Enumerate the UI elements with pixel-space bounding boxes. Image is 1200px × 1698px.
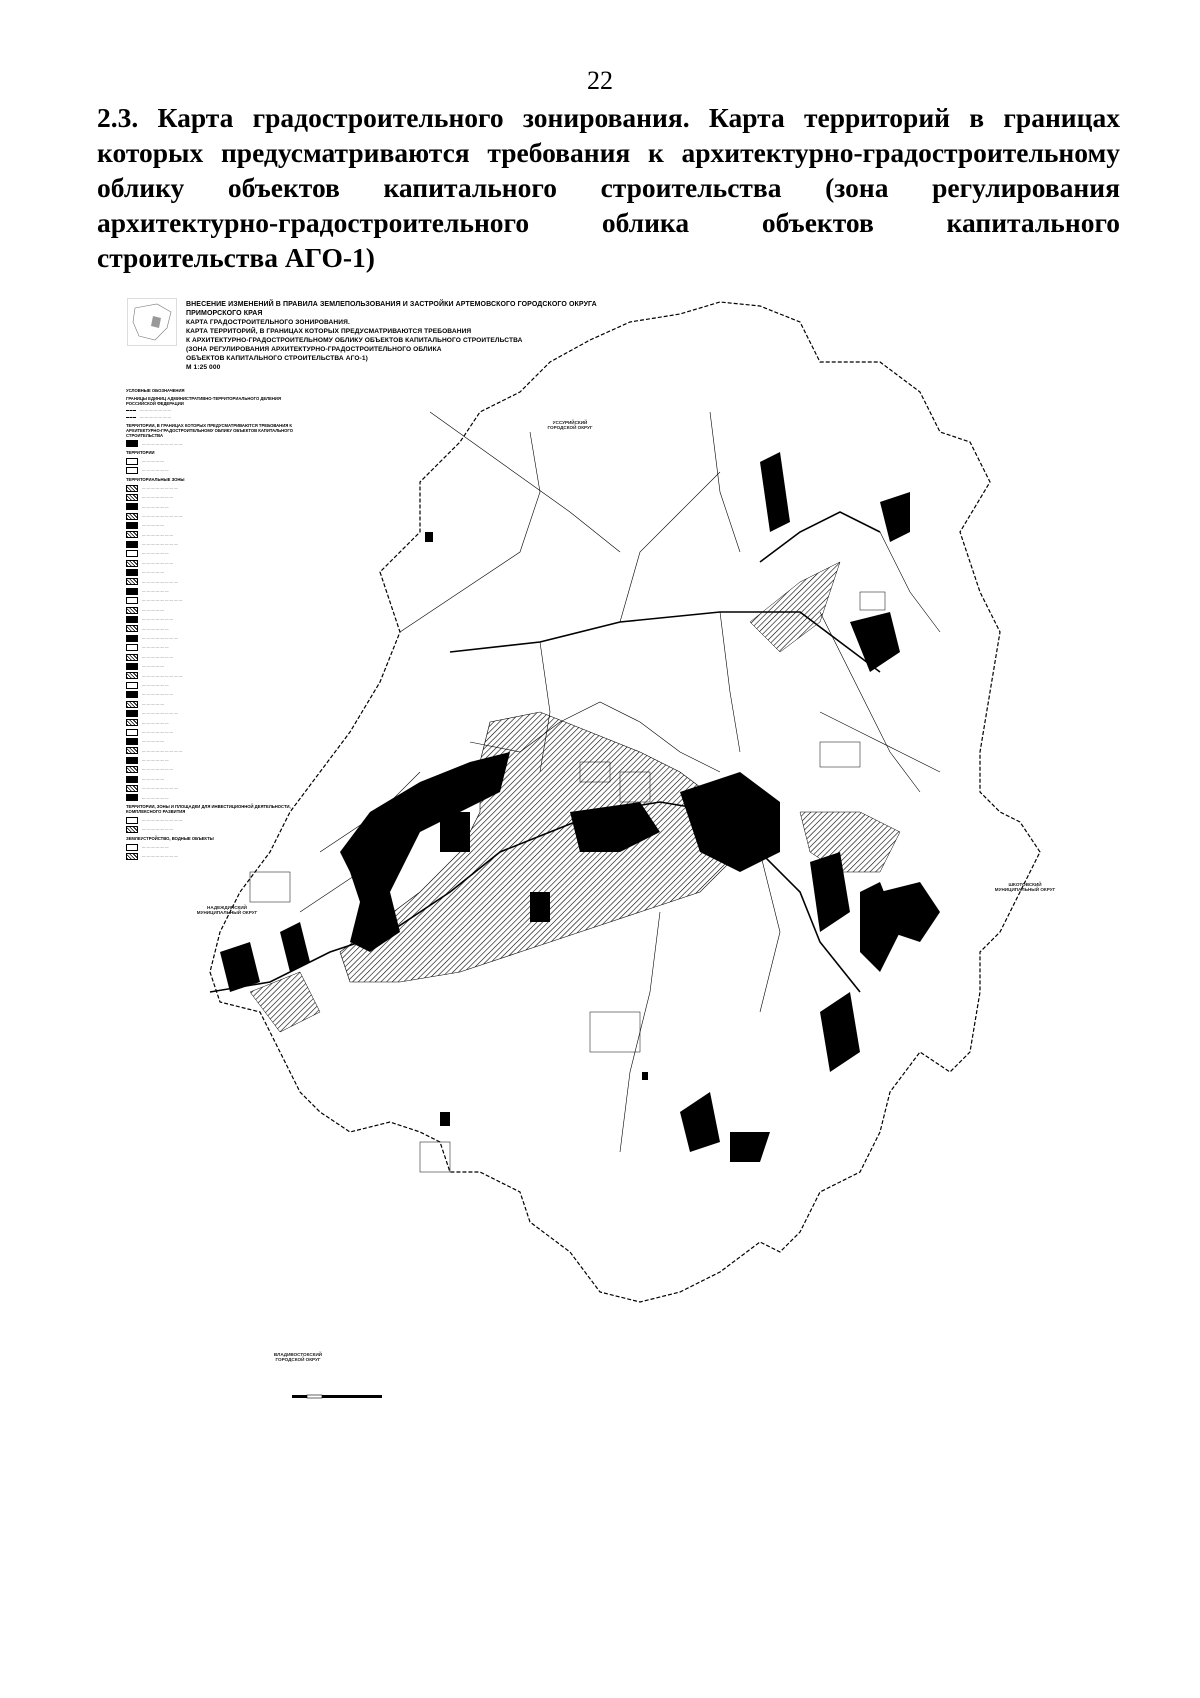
legend-swatch	[126, 458, 138, 465]
dark-zone	[642, 1072, 648, 1080]
legend-swatch	[126, 654, 138, 661]
dark-zone	[440, 1112, 450, 1126]
legend-swatch	[126, 625, 138, 632]
legend-swatch	[126, 853, 138, 860]
legend-swatch	[126, 644, 138, 651]
map-subtitle-line: (ЗОНА РЕГУЛИРОВАНИЯ АРХИТЕКТУРНО-ГРАДОСТРОИТЕЛЬНОГО ОБЛИКА	[186, 346, 442, 353]
legend-swatch	[126, 522, 138, 529]
heading-line: которых предусматриваются требования к архитектурно-градостроительному	[97, 137, 1120, 168]
legend-swatch	[126, 663, 138, 670]
legend-swatch	[126, 494, 138, 501]
legend-swatch	[126, 503, 138, 510]
legend-swatch	[126, 410, 136, 411]
map-subtitle-line: К АРХИТЕКТУРНО-ГРАДОСТРОИТЕЛЬНОМУ ОБЛИКУ ОБЪЕКТОВ КАПИТАЛЬНОГО СТРОИТЕЛЬСТВА	[186, 337, 523, 344]
legend-swatch	[126, 701, 138, 708]
section-heading	[97, 100, 1120, 275]
legend-swatch	[126, 785, 138, 792]
legend-swatch	[126, 729, 138, 736]
legend-swatch	[126, 588, 138, 595]
heading-line: строительства АГО-1)	[97, 242, 375, 273]
legend-swatch	[126, 710, 138, 717]
region-label-east: ШКОТОВСКИЙ МУНИЦИПАЛЬНЫЙ ОКРУГ	[994, 882, 1056, 893]
legend-swatch	[126, 607, 138, 614]
legend-group: ТЕРРИТОРИАЛЬНЫЕ ЗОНЫ	[126, 477, 185, 483]
legend-swatch	[126, 485, 138, 492]
legend-swatch	[126, 467, 138, 474]
legend-swatch	[126, 794, 138, 801]
legend-group: ГРАНИЦЫ ЕДИНИЦ АДМИНИСТРАТИВНО-ТЕРРИТОРИАЛЬНОГО ДЕЛЕНИЯ РОССИЙСКОЙ ФЕДЕРАЦИИ	[126, 396, 281, 406]
legend-swatch	[126, 757, 138, 764]
legend-group: ТЕРРИТОРИИ, ЗОНЫ И ПЛОЩАДКИ ДЛЯ ИНВЕСТИЦИОННОЙ ДЕЯТЕЛЬНОСТИ, КОМПЛЕКСНОГО РАЗВИТИЯ	[126, 804, 291, 815]
legend-group: ТЕРРИТОРИИ	[126, 450, 155, 456]
legend-swatch	[126, 550, 138, 557]
legend-swatch	[126, 560, 138, 567]
legend-group: ЗЕМЛЕУСТРОЙСТВО, ВОДНЫЕ ОБЪЕКТЫ	[126, 836, 214, 842]
legend-swatch	[126, 616, 138, 623]
legend-swatch	[126, 766, 138, 773]
legend-swatch	[126, 597, 138, 604]
map-title-block	[186, 300, 646, 372]
region-label-south: ВЛАДИВОСТОКСКИЙ ГОРОДСКОЙ ОКРУГ	[273, 1352, 323, 1363]
dark-zone	[530, 892, 550, 922]
legend-swatch	[126, 513, 138, 520]
heading-line: 2.3. Карта градостроительного зонирования. Карта территорий в границах	[97, 102, 1120, 133]
legend-swatch	[126, 569, 138, 576]
legend-swatch	[126, 531, 138, 538]
legend-swatch	[126, 417, 136, 418]
heading-line: архитектурно-градостроительного облика объектов капитального	[97, 207, 1120, 238]
page-number: 22	[587, 66, 613, 95]
legend-swatch	[126, 541, 138, 548]
legend-swatch	[126, 776, 138, 783]
map-legend: УСЛОВНЫЕ ОБОЗНАЧЕНИЯ ГРАНИЦЫ ЕДИНИЦ АДМИНИСТРАТИВНО-ТЕРРИТОРИАЛЬНОГО ДЕЛЕНИЯ РОССИЙСКОЙ ФЕДЕРАЦИИ — — — — — — — — — — — — — — ТЕРРИТОРИИ, В ГРАНИЦАХ КОТОРЫХ ПРЕДУСМАТРИВАЮТСЯ ТРЕБОВАНИЯ К АРХИТЕКТУРНО-ГРАДОСТРОИТЕЛЬНОМУ ОБЛИКУ ОБЪЕКТОВ КАПИТАЛЬНОГО СТРОИТЕЛЬСТВА — — — — — — — — — ТЕРРИТОРИИ — — — — — — — — — — — ТЕРРИТОРИАЛЬНЫЕ ЗОНЫ — — — — — — — — — — — — — — — — — — — — — — — — — — — — — — — — — — — — — — — — — — — — — — — — — — — — — — — — — — — — — — — — — — — — — — — — — — — — — — — — — — — — — — — — — — — — — — — — — — — — — — — — — — — — — — — — — — — — — — — — — — — — — — — — — — — — — — — — — — — — — — — — — — — — — — — — — — — — — — — — — — — — — — — — — — — — — — — — — — — — — — — — — — — — — — — — — — — — — — — — — — — — — — — — — — — — — — — — — — — — — — — — — — — — — ТЕРРИТОРИИ, ЗОНЫ И ПЛОЩАДКИ ДЛЯ ИНВЕСТИЦИОННОЙ ДЕЯТЕЛЬНОСТИ, КОМПЛЕКСНОГО РАЗВИТИЯ — — — — — — — — — — — — — — — — ЗЕМЛЕУСТРОЙСТВО, ВОДНЫЕ ОБЪЕКТЫ — — — — — — — — — — — — — —	[126, 385, 306, 862]
location-key-map	[127, 298, 177, 346]
region-label-west: НАДЕЖДИНСКИЙ МУНИЦИПАЛЬНЫЙ ОКРУГ	[196, 905, 258, 916]
region-label-north: УССУРИЙСКИЙ ГОРОДСКОЙ ОКРУГ	[547, 420, 593, 431]
legend-swatch	[126, 826, 138, 833]
legend-swatch	[126, 719, 138, 726]
map-subtitle-line: КАРТА ТЕРРИТОРИЙ, В ГРАНИЦАХ КОТОРЫХ ПРЕДУСМАТРИВАЮТСЯ ТРЕБОВАНИЯ	[186, 328, 472, 335]
legend-swatch	[126, 747, 138, 754]
map-title: ВНЕСЕНИЕ ИЗМЕНЕНИЙ В ПРАВИЛА ЗЕМЛЕПОЛЬЗОВАНИЯ И ЗАСТРОЙКИ АРТЕМОВСКОГО ГОРОДСКОГО ОКРУГА ПРИМОРСКОГО КРАЯ	[186, 301, 597, 317]
legend-swatch	[126, 672, 138, 679]
dark-zone	[440, 812, 470, 852]
legend-swatch	[126, 738, 138, 745]
legend-swatch	[126, 691, 138, 698]
legend-swatch	[126, 440, 138, 447]
map-subtitle-line: КАРТА ГРАДОСТРОИТЕЛЬНОГО ЗОНИРОВАНИЯ.	[186, 319, 350, 326]
legend-swatch	[126, 682, 138, 689]
map-subtitle-line: ОБЪЕКТОВ КАПИТАЛЬНОГО СТРОИТЕЛЬСТВА АГО-1)	[186, 355, 368, 362]
legend-group: ТЕРРИТОРИИ, В ГРАНИЦАХ КОТОРЫХ ПРЕДУСМАТРИВАЮТСЯ ТРЕБОВАНИЯ К АРХИТЕКТУРНО-ГРАДОСТРОИТЕЛЬНОМУ ОБЛИКУ ОБЪЕКТОВ КАПИТАЛЬНОГО СТРОИТЕЛЬСТВА	[126, 422, 293, 438]
legend-heading: УСЛОВНЫЕ ОБОЗНАЧЕНИЯ	[126, 388, 185, 393]
map-scale: М 1:25 000	[186, 364, 221, 371]
legend-swatch	[126, 635, 138, 642]
heading-line: облику объектов капитального строительства (зона регулирования	[97, 172, 1120, 203]
legend-swatch	[126, 817, 138, 824]
scale-bar	[292, 1393, 382, 1401]
legend-swatch	[126, 844, 138, 851]
legend-swatch	[126, 578, 138, 585]
dark-zone	[425, 532, 433, 542]
